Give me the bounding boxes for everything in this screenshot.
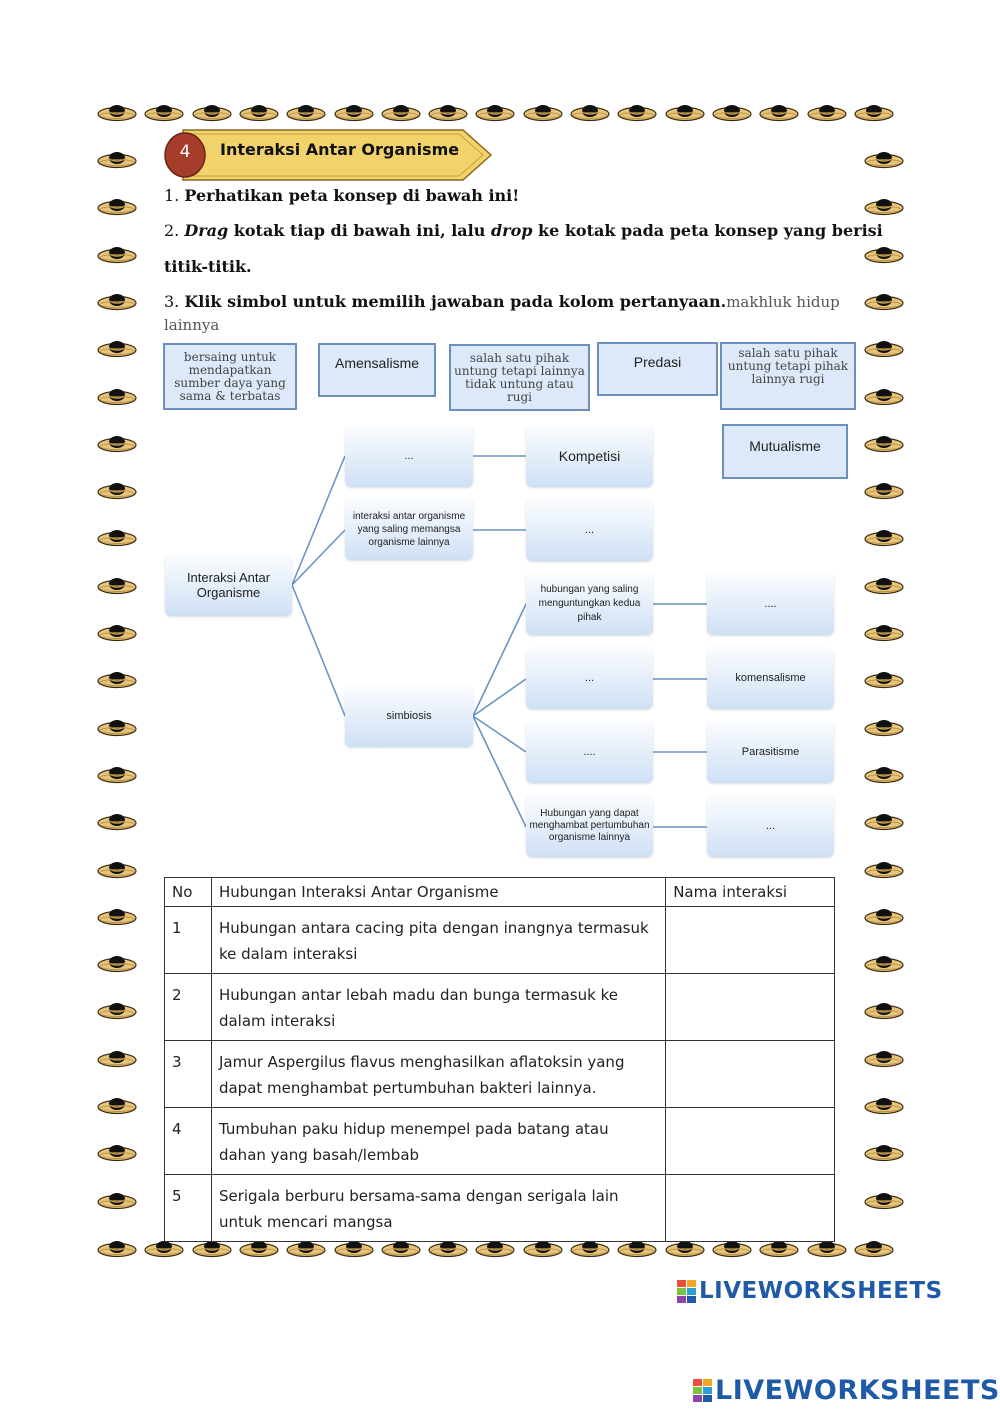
question-table — [164, 877, 835, 1242]
answer-select[interactable] — [666, 974, 835, 1041]
liveworksheets-logo-footer: LIVEWORKSHEETS — [693, 1375, 1000, 1406]
table-row — [165, 907, 835, 974]
node-amensal-desc: Hubungan yang dapat menghambat pertumbuhan organisme lainnya — [526, 795, 653, 857]
drag-option-mutualisme[interactable]: Mutualisme — [722, 424, 848, 479]
sombrero-icon — [854, 1237, 894, 1259]
logo-grid-icon — [693, 1379, 712, 1402]
row-question: Tumbuhan paku hidup menempel pada batang atau dahan yang basah/lembab — [211, 1108, 665, 1175]
sombrero-icon — [97, 1189, 137, 1211]
instruction-1: 1. Perhatikan peta konsep di bawah ini! — [164, 186, 520, 205]
answer-select[interactable] — [666, 907, 835, 974]
table-header-row — [165, 878, 835, 907]
row-question: Serigala berburu bersama-sama dengan serigala lain untuk mencari mangsa — [211, 1175, 665, 1242]
instruction-3-extra: lainnya — [164, 316, 220, 334]
liveworksheets-logo: LIVEWORKSHEETS — [677, 1278, 943, 1304]
table-row — [165, 1108, 835, 1175]
row-number: 4 — [165, 1108, 212, 1175]
section-number: 4 — [179, 142, 191, 162]
sombrero-icon — [97, 1237, 137, 1259]
header-hubungan: Hubungan Interaksi Antar Organisme — [211, 878, 665, 907]
sombrero-icon — [864, 905, 904, 927]
drag-option-parasitisme-desc[interactable]: salah satu pihak untung tetapi pihak lainnya rugi — [720, 342, 856, 410]
drag-option-komensalisme-desc[interactable]: salah satu pihak untung tetapi lainnya tidak untung atau rugi — [449, 344, 590, 411]
table-row — [165, 1041, 835, 1108]
answer-select[interactable] — [666, 1175, 835, 1242]
row-question: Hubungan antara cacing pita dengan inangnya termasuk ke dalam interaksi — [211, 907, 665, 974]
sombrero-icon — [864, 1094, 904, 1116]
sombrero-icon — [864, 952, 904, 974]
row-question: Hubungan antar lebah madu dan bunga termasuk ke dalam interaksi — [211, 974, 665, 1041]
drop-slot-2[interactable]: ... — [526, 499, 653, 561]
row-number: 2 — [165, 974, 212, 1041]
sombrero-icon — [864, 999, 904, 1021]
sombrero-icon — [97, 952, 137, 974]
instruction-2-cont: titik-titik. — [164, 257, 252, 276]
row-number: 3 — [165, 1041, 212, 1108]
drop-slot-5[interactable]: .... — [707, 573, 834, 635]
logo-grid-icon — [677, 1280, 696, 1303]
sombrero-icon — [864, 1141, 904, 1163]
instruction-2: 2. Drag kotak tiap di bawah ini, lalu drop ke kotak pada peta konsep yang berisi — [164, 221, 883, 240]
sombrero-icon — [864, 1189, 904, 1211]
node-simbiosis: simbiosis — [345, 685, 473, 747]
node-predasi-desc: interaksi antar organisme yang saling memangsa organisme lainnya — [345, 498, 473, 560]
instruction-3: 3. Klik simbol untuk memilih jawaban pada kolom pertanyaan.makhluk hidup — [164, 292, 840, 311]
header-no: No — [165, 878, 212, 907]
header-nama-interaksi: Nama interaksi — [666, 878, 835, 907]
node-root: Interaksi Antar Organisme — [165, 554, 292, 616]
drop-slot-1[interactable]: ... — [345, 425, 473, 487]
sombrero-icon — [97, 999, 137, 1021]
drop-slot-4[interactable]: .... — [526, 721, 653, 783]
sombrero-icon — [864, 1047, 904, 1069]
drop-slot-3[interactable]: ... — [526, 647, 653, 709]
drop-slot-6[interactable]: ... — [707, 795, 834, 857]
table-row — [165, 974, 835, 1041]
node-parasitisme: Parasitisme — [707, 721, 834, 783]
answer-select[interactable] — [666, 1041, 835, 1108]
table-row — [165, 1175, 835, 1242]
sombrero-icon — [97, 1047, 137, 1069]
drag-option-predasi[interactable]: Predasi — [597, 342, 718, 396]
node-mutualisme-desc: hubungan yang saling menguntungkan kedua pihak — [526, 573, 653, 635]
node-kompetisi: Kompetisi — [526, 425, 653, 487]
drag-option-kompetisi-desc[interactable]: bersaing untuk mendapatkan sumber daya yang sama & terbatas — [163, 343, 297, 410]
sombrero-icon — [97, 905, 137, 927]
sombrero-icon — [97, 1094, 137, 1116]
drag-option-amensalisme[interactable]: Amensalisme — [318, 343, 436, 397]
row-question: Jamur Aspergilus flavus menghasilkan aflatoksin yang dapat menghambat pertumbuhan bakteri lainnya. — [211, 1041, 665, 1108]
row-number: 5 — [165, 1175, 212, 1242]
sombrero-icon — [97, 1141, 137, 1163]
row-number: 1 — [165, 907, 212, 974]
answer-select[interactable] — [666, 1108, 835, 1175]
section-title: Interaksi Antar Organisme — [220, 140, 460, 159]
node-komensalisme: komensalisme — [707, 647, 834, 709]
